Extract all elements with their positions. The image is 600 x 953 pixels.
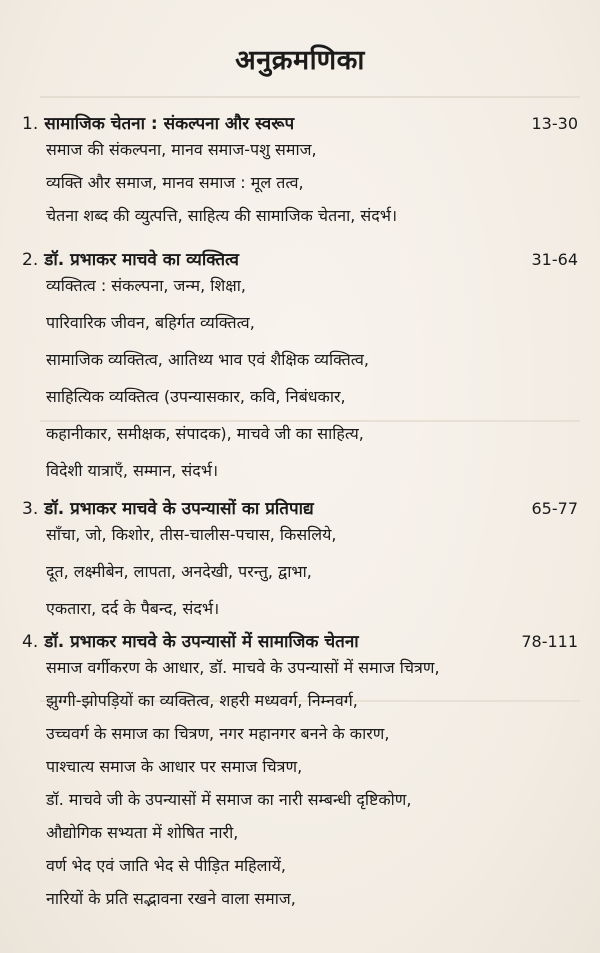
entry-line: व्यक्ति और समाज, मानव समाज : मूल तत्व,: [46, 173, 304, 192]
entry-line: पारिवारिक जीवन, बहिर्गत व्यक्तित्व,: [46, 313, 255, 332]
toc-entry-heading: [22, 629, 578, 652]
toc-entry-1: [22, 111, 578, 226]
entry-line: दूत, लक्ष्मीबेन, लापता, अनदेखी, परन्तु, द्वाभा,: [46, 562, 312, 581]
entry-title: डॉ. प्रभाकर माचवे के उपन्यासों में सामाजिक चेतना: [44, 632, 359, 652]
entry-line: औद्योगिक सभ्यता में शोषित नारी,: [46, 823, 239, 842]
entry-number: 2.: [22, 250, 39, 270]
entry-line: समाज की संकल्पना, मानव समाज-पशु समाज,: [46, 140, 317, 159]
entry-line: झुग्गी-झोपड़ियों का व्यक्तित्व, शहरी मध्यवर्ग, निम्नवर्ग,: [46, 691, 358, 710]
entry-line: वर्ण भेद एवं जाति भेद से पीड़ित महिलायें,: [46, 856, 287, 875]
entry-line: समाज वर्गीकरण के आधार, डॉ. माचवे के उपन्यासों में समाज चित्रण,: [46, 658, 440, 677]
entry-title: सामाजिक चेतना : संकल्पना और स्वरूप: [44, 114, 295, 134]
entry-page-range: 78-111: [521, 632, 578, 651]
entry-line: कहानीकार, समीक्षक, संपादक), माचवे जी का साहित्य,: [46, 424, 364, 443]
entry-line: पाश्चात्य समाज के आधार पर समाज चित्रण,: [46, 757, 303, 776]
show-through-mark: [40, 96, 580, 98]
entry-line: व्यक्तित्व : संकल्पना, जन्म, शिक्षा,: [46, 276, 246, 295]
toc-entry-3: [22, 496, 578, 619]
entry-page-range: 65-77: [531, 499, 578, 518]
entry-line: नारियों के प्रति सद्भावना रखने वाला समाज,: [46, 889, 296, 908]
entry-line: विदेशी यात्राएँ, सम्मान, संदर्भ।: [46, 461, 219, 480]
entry-line: एकतारा, दर्द के पैबन्द, संदर्भ।: [46, 599, 220, 618]
entry-page-range: 13-30: [531, 114, 578, 133]
toc-entry-4: [22, 629, 578, 909]
toc-entry-2: [22, 247, 578, 481]
entry-line: साहित्यिक व्यक्तित्व (उपन्यासकार, कवि, निबंधकार,: [46, 387, 346, 406]
entry-number: 4.: [22, 632, 39, 652]
entry-number: 1.: [22, 114, 39, 134]
entry-line: चेतना शब्द की व्युत्पत्ति, साहित्य की सामाजिक चेतना, संदर्भ।: [46, 206, 398, 225]
toc-entry-heading: [22, 496, 578, 519]
toc-entry-heading: [22, 111, 578, 134]
entry-title: डॉ. प्रभाकर माचवे का व्यक्तित्व: [44, 250, 240, 270]
entry-line: सामाजिक व्यक्तित्व, आतिथ्य भाव एवं शैक्षिक व्यक्तित्व,: [46, 350, 370, 369]
entry-line: साँचा, जो, किशोर, तीस-चालीस-पचास, किसलिये,: [46, 525, 337, 544]
entry-title: डॉ. प्रभाकर माचवे के उपन्यासों का प्रतिपाद्य: [44, 499, 314, 519]
entry-line: डॉ. माचवे जी के उपन्यासों में समाज का नारी सम्बन्धी दृष्टिकोण,: [46, 790, 412, 809]
entry-number: 3.: [22, 499, 39, 519]
toc-entry-heading: [22, 247, 578, 270]
entry-page-range: 31-64: [531, 250, 578, 269]
page-title: अनुक्रमणिका: [235, 45, 365, 76]
entry-line: उच्चवर्ग के समाज का चित्रण, नगर महानगर बनने के कारण,: [46, 724, 390, 743]
